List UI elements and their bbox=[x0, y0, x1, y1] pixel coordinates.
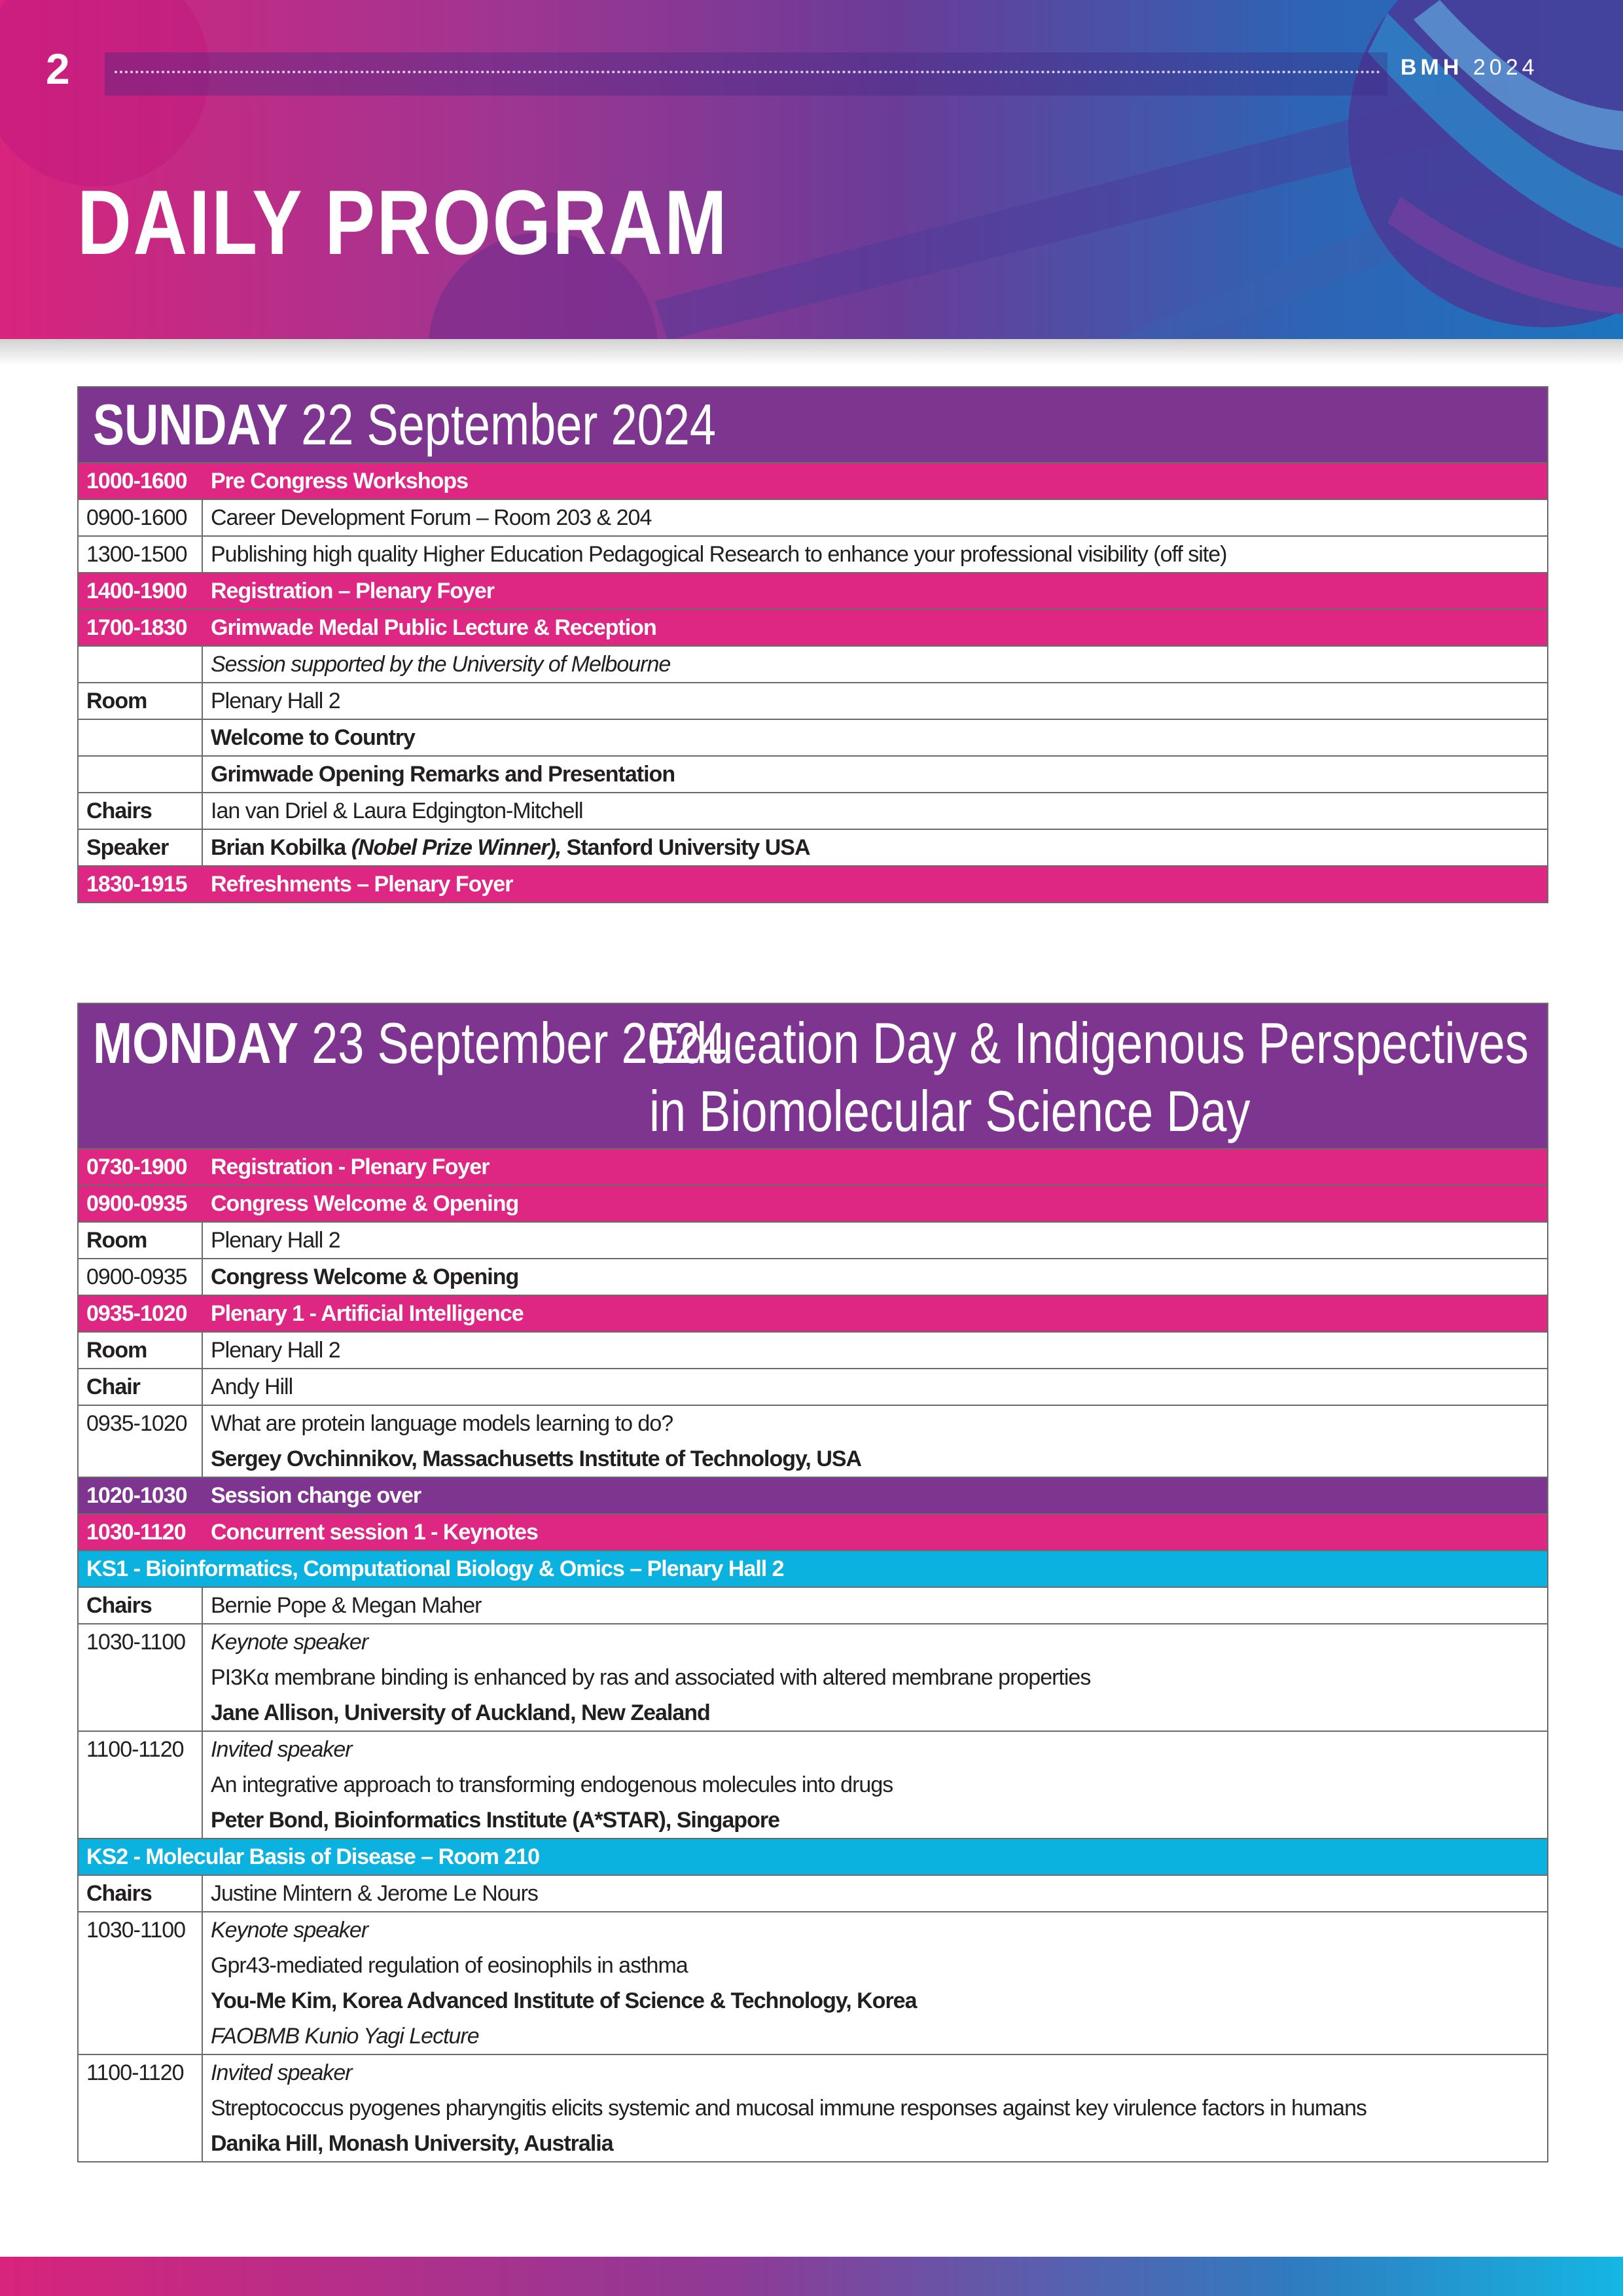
monday-theme-line2: in Biomolecular Science Day bbox=[649, 1079, 1251, 1143]
row-time: 1030-1120 bbox=[86, 1520, 186, 1545]
monday-heading bbox=[79, 1004, 1547, 1149]
row-text: Andy Hill bbox=[211, 1374, 293, 1399]
table-row bbox=[79, 463, 1547, 500]
speaker-role: Keynote speaker bbox=[211, 1918, 368, 1943]
row-time: 0935-1020 bbox=[86, 1411, 187, 1436]
row-note: Session supported by the University of Melbourne bbox=[211, 652, 671, 677]
table-row bbox=[79, 793, 1547, 830]
table-row bbox=[79, 1912, 1547, 2055]
header-decoration bbox=[0, 0, 1623, 339]
row-speaker bbox=[211, 830, 1547, 865]
talk-speaker: Sergey Ovchinnikov, Massachusetts Institute of Technology, USA bbox=[211, 1446, 862, 1471]
row-time: 1020-1030 bbox=[86, 1483, 187, 1508]
row-text: Welcome to Country bbox=[211, 725, 415, 750]
table-row bbox=[79, 1259, 1547, 1296]
header-shadow bbox=[0, 339, 1623, 365]
table-row bbox=[79, 720, 1547, 757]
row-label: Room bbox=[86, 1228, 147, 1253]
table-row bbox=[79, 647, 1547, 683]
row-label: Chair bbox=[86, 1374, 140, 1399]
row-time: 0900-1600 bbox=[86, 505, 187, 530]
row-time bbox=[86, 720, 202, 755]
row-time: 1300-1500 bbox=[86, 542, 187, 567]
session-header-row bbox=[79, 1839, 1547, 1876]
row-text: Publishing high quality Higher Education Pedagogical Research to enhance your professional visibility (off site) bbox=[211, 542, 1227, 567]
speaker-role: Invited speaker bbox=[211, 1737, 352, 1762]
table-row bbox=[79, 1732, 1547, 1839]
page-title: DAILY PROGRAM bbox=[77, 171, 729, 274]
row-time: 1100-1120 bbox=[86, 2060, 184, 2085]
row-time bbox=[86, 647, 202, 682]
row-time bbox=[86, 757, 202, 792]
speaker-role: Keynote speaker bbox=[211, 1630, 368, 1655]
row-label: Speaker bbox=[86, 835, 169, 860]
row-title: Registration – Plenary Foyer bbox=[211, 579, 495, 603]
table-row bbox=[79, 500, 1547, 537]
sunday-date: 22 September 2024 bbox=[301, 392, 717, 457]
row-title: Concurrent session 1 - Keynotes bbox=[211, 1520, 538, 1545]
row-title: Grimwade Medal Public Lecture & Reception bbox=[211, 615, 656, 640]
sunday-table bbox=[77, 386, 1548, 903]
monday-theme-line1: Education Day & Indigenous Perspectives bbox=[649, 1011, 1529, 1075]
table-row bbox=[79, 1515, 1547, 1551]
page-number: 2 bbox=[46, 45, 70, 93]
row-time: 1030-1100 bbox=[86, 1918, 186, 1943]
row-title: Plenary 1 - Artificial Intelligence bbox=[211, 1301, 524, 1326]
speaker-award: (Nobel Prize Winner), bbox=[351, 835, 562, 860]
session-header-row bbox=[79, 1551, 1547, 1588]
row-title: Pre Congress Workshops bbox=[211, 469, 469, 493]
monday-date: 23 September 2024 - bbox=[312, 1011, 756, 1075]
sunday-heading bbox=[79, 387, 1547, 463]
table-row bbox=[79, 1876, 1547, 1912]
row-title: Congress Welcome & Opening bbox=[211, 1191, 519, 1216]
table-row bbox=[79, 1369, 1547, 1406]
row-time: 1700-1830 bbox=[86, 615, 187, 640]
monday-weekday: MONDAY bbox=[93, 1011, 299, 1075]
row-time: 1100-1120 bbox=[86, 1737, 184, 1762]
talk-title: Streptococcus pyogenes pharyngitis elicits systemic and mucosal immune responses against key virulence factors in humans bbox=[211, 2096, 1367, 2121]
row-label: Chairs bbox=[86, 1881, 152, 1906]
row-time: 1400-1900 bbox=[86, 579, 187, 603]
lecture-note: FAOBMB Kunio Yagi Lecture bbox=[211, 2024, 479, 2049]
row-text: Bernie Pope & Megan Maher bbox=[211, 1593, 482, 1618]
table-row bbox=[79, 1624, 1547, 1732]
table-row bbox=[79, 2055, 1547, 2162]
brand-bold: BMH bbox=[1400, 55, 1463, 80]
row-text: Congress Welcome & Opening bbox=[211, 1265, 519, 1289]
row-text: Justine Mintern & Jerome Le Nours bbox=[211, 1881, 538, 1906]
row-label: Room bbox=[86, 1338, 147, 1363]
page-header bbox=[0, 0, 1623, 339]
speaker-name: Brian Kobilka bbox=[211, 835, 351, 860]
talk-title: PI3Kα membrane binding is enhanced by ras and associated with altered membrane properties bbox=[211, 1665, 1091, 1690]
table-row bbox=[79, 1478, 1547, 1515]
session-title: KS1 - Bioinformatics, Computational Biology & Omics – Plenary Hall 2 bbox=[86, 1556, 784, 1581]
table-row bbox=[79, 683, 1547, 720]
row-text: Plenary Hall 2 bbox=[211, 1228, 340, 1253]
row-text: Grimwade Opening Remarks and Presentation bbox=[211, 762, 675, 787]
row-text: Plenary Hall 2 bbox=[211, 689, 340, 713]
row-time: 0900-0935 bbox=[86, 1265, 187, 1289]
table-row bbox=[79, 1149, 1547, 1186]
row-title: Refreshments – Plenary Foyer bbox=[211, 872, 513, 897]
talk-title: What are protein language models learning to do? bbox=[211, 1411, 673, 1436]
row-title: Session change over bbox=[211, 1483, 421, 1508]
brand-year: 2024 bbox=[1472, 55, 1539, 80]
session-title: KS2 - Molecular Basis of Disease – Room 210 bbox=[86, 1844, 540, 1869]
table-row bbox=[79, 1223, 1547, 1259]
table-row bbox=[79, 1333, 1547, 1369]
table-row bbox=[79, 757, 1547, 793]
sunday-weekday: SUNDAY bbox=[93, 392, 289, 457]
table-row bbox=[79, 573, 1547, 610]
talk-title: Gpr43-mediated regulation of eosinophils in asthma bbox=[211, 1953, 688, 1978]
table-row bbox=[79, 537, 1547, 573]
row-label: Chairs bbox=[86, 1593, 152, 1618]
row-time: 0935-1020 bbox=[86, 1301, 187, 1326]
table-row bbox=[79, 1588, 1547, 1624]
footer-bar bbox=[0, 2257, 1623, 2296]
talk-speaker: Danika Hill, Monash University, Australia bbox=[211, 2131, 613, 2156]
row-time: 1030-1100 bbox=[86, 1630, 186, 1655]
talk-speaker: Jane Allison, University of Auckland, New Zealand bbox=[211, 1700, 710, 1725]
row-label: Chairs bbox=[86, 798, 152, 823]
row-text: Career Development Forum – Room 203 & 204 bbox=[211, 505, 652, 530]
row-title: Registration - Plenary Foyer bbox=[211, 1155, 490, 1179]
row-time: 0730-1900 bbox=[86, 1155, 187, 1179]
table-row bbox=[79, 1406, 1547, 1478]
speaker-affiliation: Stanford University USA bbox=[561, 835, 810, 860]
table-row bbox=[79, 610, 1547, 647]
speaker-role: Invited speaker bbox=[211, 2060, 352, 2085]
header-band bbox=[105, 52, 1387, 96]
talk-title: An integrative approach to transforming endogenous molecules into drugs bbox=[211, 1772, 893, 1797]
table-row bbox=[79, 1296, 1547, 1333]
row-text: Ian van Driel & Laura Edgington-Mitchell bbox=[211, 798, 583, 823]
table-row bbox=[79, 830, 1547, 867]
row-time: 1830-1915 bbox=[86, 872, 187, 897]
row-label: Room bbox=[86, 689, 147, 713]
header-dotted-line bbox=[115, 71, 1381, 73]
row-time: 0900-0935 bbox=[86, 1191, 187, 1216]
table-row bbox=[79, 1186, 1547, 1223]
row-time: 1000-1600 bbox=[86, 469, 187, 493]
monday-table bbox=[77, 1003, 1548, 2162]
brand-label bbox=[1400, 56, 1539, 79]
table-row bbox=[79, 867, 1547, 903]
row-text: Plenary Hall 2 bbox=[211, 1338, 340, 1363]
talk-speaker: You-Me Kim, Korea Advanced Institute of Science & Technology, Korea bbox=[211, 1988, 917, 2013]
talk-speaker: Peter Bond, Bioinformatics Institute (A*STAR), Singapore bbox=[211, 1808, 779, 1833]
